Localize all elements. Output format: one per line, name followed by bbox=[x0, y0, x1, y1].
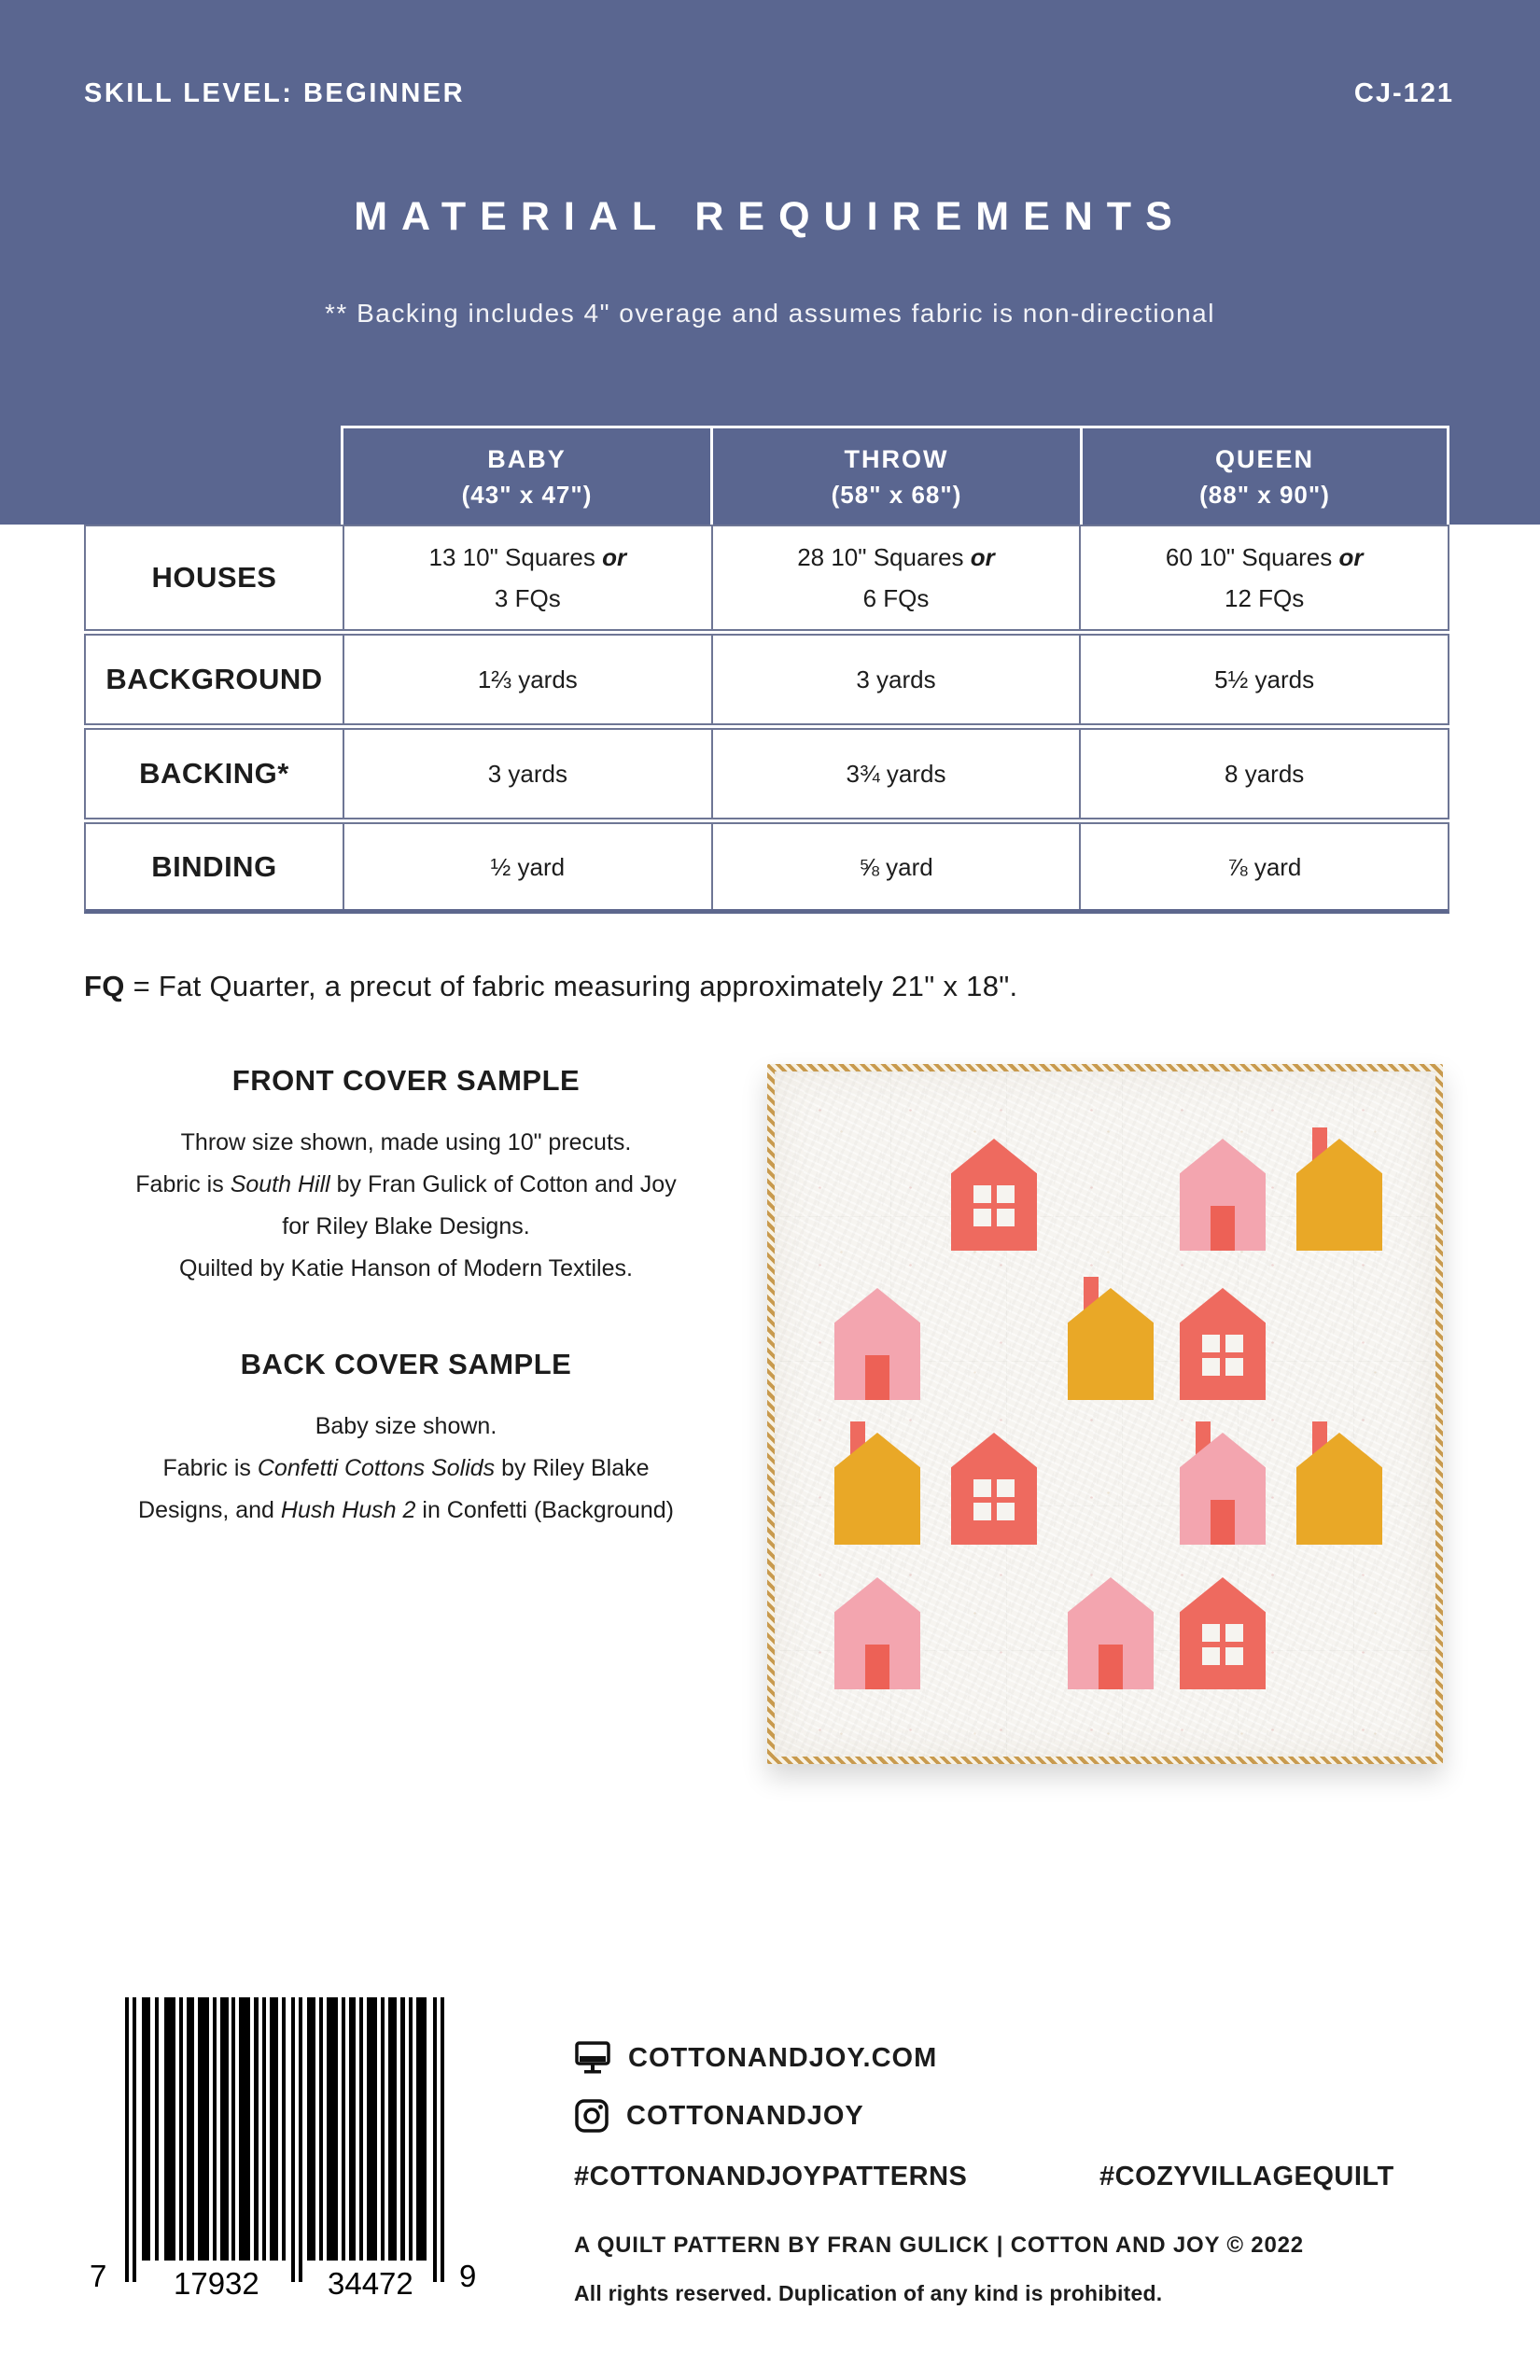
back-cover-sample-block bbox=[56, 1348, 756, 1532]
house-shape bbox=[834, 1577, 920, 1689]
house-shape bbox=[1180, 1288, 1266, 1400]
row-label: BACKING* bbox=[139, 757, 289, 790]
instagram-row bbox=[574, 2098, 864, 2134]
table-cell: ½ yard bbox=[343, 824, 711, 909]
table-cell: 3 yards bbox=[711, 636, 1080, 723]
house-shape bbox=[1296, 1433, 1382, 1545]
house-shape bbox=[1180, 1433, 1266, 1545]
sample-text-line: for Riley Blake Designs. bbox=[282, 1213, 530, 1239]
column-header: THROW (58" x 68") bbox=[710, 428, 1080, 525]
quilt-top bbox=[775, 1071, 1435, 1757]
quilt-house-block bbox=[834, 1566, 920, 1689]
quilt-house-block bbox=[834, 1277, 920, 1400]
table-cell: 3¾ yards bbox=[711, 730, 1080, 818]
size-column-headers bbox=[341, 426, 1449, 525]
column-header: BABY (43" x 47") bbox=[341, 428, 710, 525]
front-cover-sample-text bbox=[56, 1122, 756, 1290]
requirements-table bbox=[84, 525, 1449, 914]
barcode-digit-left: 17932 bbox=[174, 2266, 259, 2301]
barcode-digit-system: 7 bbox=[90, 2259, 107, 2293]
rights-line: All rights reserved. Duplication of any kind is prohibited. bbox=[574, 2281, 1163, 2305]
table-row bbox=[84, 525, 1449, 631]
website-url: COTTONANDJOY.COM bbox=[628, 2042, 938, 2073]
table-row bbox=[84, 822, 1449, 914]
house-shape bbox=[951, 1139, 1037, 1251]
house-shape bbox=[1180, 1139, 1266, 1251]
row-label: BACKGROUND bbox=[105, 663, 323, 695]
row-label: HOUSES bbox=[151, 561, 277, 594]
house-shape bbox=[1068, 1577, 1154, 1689]
house-shape bbox=[1180, 1577, 1266, 1689]
fq-abbr: FQ bbox=[84, 970, 125, 1002]
house-shape bbox=[834, 1288, 920, 1400]
house-shape bbox=[1296, 1139, 1382, 1251]
quilt-house-block bbox=[1296, 1421, 1382, 1545]
house-door bbox=[1211, 1500, 1235, 1545]
hashtag-quilt: #COZYVILLAGEQUILT bbox=[1099, 2162, 1394, 2191]
sample-descriptions bbox=[56, 1064, 756, 1532]
table-cell: 60 10" Squares or 12 FQs bbox=[1079, 526, 1448, 629]
fq-note bbox=[84, 970, 1017, 1003]
quilt-photo bbox=[767, 1064, 1443, 1764]
quilt-house-block bbox=[1068, 1277, 1154, 1400]
front-cover-sample-block bbox=[56, 1064, 756, 1290]
back-cover-sample-title: BACK COVER SAMPLE bbox=[240, 1348, 572, 1380]
quilt-house-block bbox=[1180, 1127, 1266, 1251]
sample-text-line: Throw size shown, made using 10" precuts. bbox=[180, 1129, 632, 1155]
house-window bbox=[1202, 1624, 1243, 1665]
table-cell: 1⅔ yards bbox=[343, 636, 711, 723]
house-window bbox=[1202, 1335, 1243, 1376]
barcode-digit-right: 34472 bbox=[328, 2266, 413, 2301]
table-cell: ⅞ yard bbox=[1079, 824, 1448, 909]
skill-level-label: SKILL LEVEL: BEGINNER bbox=[84, 78, 466, 108]
barcode-digit-check: 9 bbox=[459, 2259, 477, 2293]
house-door bbox=[865, 1645, 889, 1689]
house-window bbox=[973, 1185, 1015, 1226]
house-window bbox=[973, 1479, 1015, 1520]
upc-barcode bbox=[90, 1997, 510, 2315]
table-cell: 5½ yards bbox=[1079, 636, 1448, 723]
instagram-icon bbox=[574, 2098, 609, 2134]
table-cell: 28 10" Squares or 6 FQs bbox=[711, 526, 1080, 629]
table-row bbox=[84, 728, 1449, 819]
table-cell: 13 10" Squares or 3 FQs bbox=[343, 526, 711, 629]
house-door bbox=[1211, 1206, 1235, 1251]
computer-icon bbox=[574, 2040, 611, 2076]
barcode-bars bbox=[90, 1997, 510, 2287]
table-cell: ⅝ yard bbox=[711, 824, 1080, 909]
credit-line: A QUILT PATTERN BY FRAN GULICK | COTTON AND JOY © 2022 bbox=[574, 2233, 1304, 2258]
hashtag-patterns: #COTTONANDJOYPATTERNS bbox=[574, 2162, 968, 2191]
sample-text-line: Fabric is South Hill by Fran Gulick of Cotton and Joy bbox=[135, 1171, 677, 1197]
table-cell: 3 yards bbox=[343, 730, 711, 818]
back-cover-sample-text bbox=[56, 1406, 756, 1532]
house-shape bbox=[834, 1433, 920, 1545]
house-shape bbox=[951, 1433, 1037, 1545]
sample-text-line: Designs, and Hush Hush 2 in Confetti (Background) bbox=[138, 1497, 674, 1523]
fq-definition: = Fat Quarter, a precut of fabric measuring approximately 21" x 18". bbox=[124, 970, 1018, 1002]
backing-note: ** Backing includes 4" overage and assumes fabric is non-directional bbox=[325, 299, 1215, 328]
quilt-house-block bbox=[951, 1127, 1037, 1251]
quilt-house-block bbox=[1068, 1566, 1154, 1689]
sample-text-line: Fabric is Confetti Cottons Solids by Riley Blake bbox=[162, 1455, 650, 1481]
website-row bbox=[574, 2040, 937, 2076]
table-row bbox=[84, 634, 1449, 725]
house-door bbox=[865, 1355, 889, 1400]
quilt-house-block bbox=[834, 1421, 920, 1545]
row-label: BINDING bbox=[151, 849, 277, 883]
quilt-house-block bbox=[1180, 1277, 1266, 1400]
house-door bbox=[1099, 1645, 1123, 1689]
instagram-handle: COTTONANDJOY bbox=[626, 2100, 864, 2131]
sample-text-line: Quilted by Katie Hanson of Modern Textiles. bbox=[179, 1255, 633, 1281]
house-shape bbox=[1068, 1288, 1154, 1400]
page-title: MATERIAL REQUIREMENTS bbox=[354, 194, 1186, 239]
quilt-house-block bbox=[1180, 1566, 1266, 1689]
quilt-house-block bbox=[951, 1421, 1037, 1545]
quilt-house-block bbox=[1180, 1421, 1266, 1545]
pattern-code: CJ-121 bbox=[1353, 78, 1454, 108]
sample-text-line: Baby size shown. bbox=[315, 1413, 497, 1439]
front-cover-sample-title: FRONT COVER SAMPLE bbox=[231, 1064, 581, 1097]
quilt-house-block bbox=[1296, 1127, 1382, 1251]
column-header: QUEEN (88" x 90") bbox=[1080, 428, 1449, 525]
table-cell: 8 yards bbox=[1079, 730, 1448, 818]
